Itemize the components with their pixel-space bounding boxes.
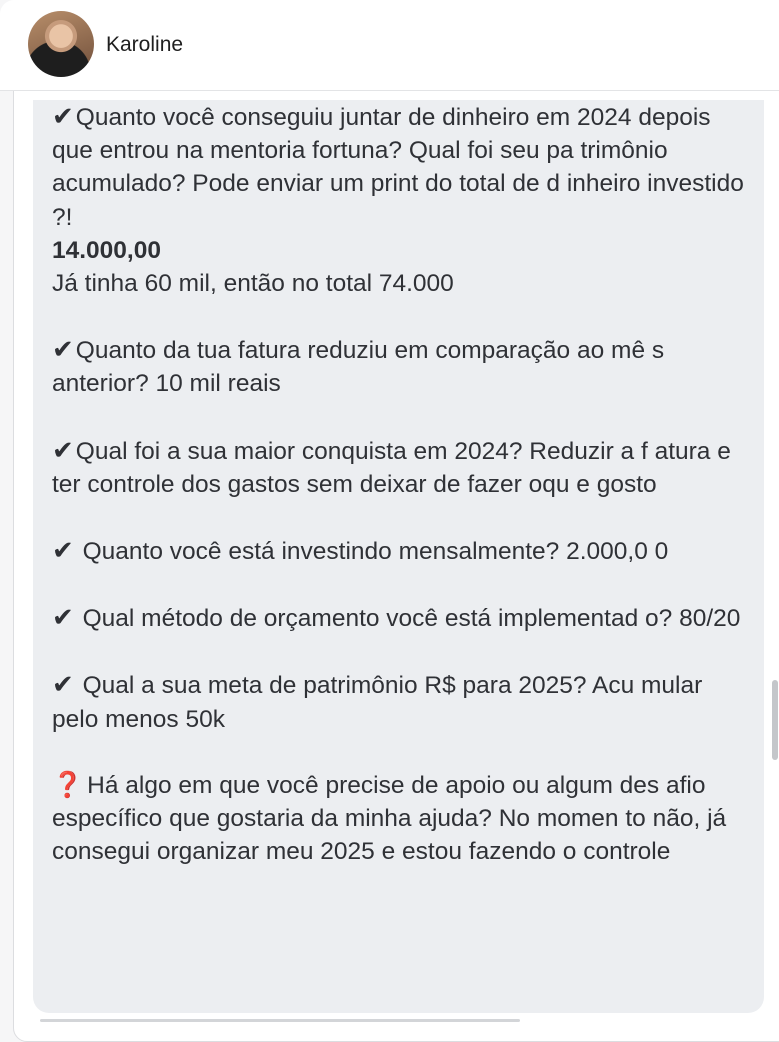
chat-header bbox=[0, 0, 779, 91]
question-2-text: Quanto da tua fatura reduziu em comparação ao mê s anterior? 10 mil reais bbox=[52, 337, 665, 398]
contact-name[interactable]: Karoline bbox=[106, 33, 184, 56]
question-4 bbox=[52, 534, 752, 568]
check-icon: ✔ bbox=[52, 434, 74, 465]
question-1 bbox=[52, 100, 752, 234]
check-icon: ✔ bbox=[52, 334, 74, 365]
question-7 bbox=[52, 769, 752, 869]
question-1-text: Quanto você conseguiu juntar de dinheiro em 2024 depois que entrou na mentoria fortuna? Qual foi seu pa trimônio acumulado? Pode enviar um print do total de d inheiro investido ?! bbox=[52, 104, 744, 231]
question-3-text: Qual foi a sua maior conquista em 2024? Reduzir a f atura e ter controle dos gastos sem deixar de fazer oqu e gosto bbox=[52, 437, 731, 498]
question-mark-icon: ❓ bbox=[52, 770, 84, 799]
message-text bbox=[52, 100, 752, 868]
question-4-text: Quanto você está investindo mensalmente? 2.000,0 0 bbox=[75, 538, 669, 566]
question-6 bbox=[52, 668, 752, 735]
question-5 bbox=[52, 601, 752, 635]
check-icon: ✔ bbox=[52, 602, 74, 633]
question-6-text: Qual a sua meta de patrimônio R$ para 2025? Acu mular pelo menos 50k bbox=[52, 672, 703, 733]
scrollbar[interactable] bbox=[772, 680, 778, 760]
answer-1-text: Já tinha 60 mil, então no total 74.000 bbox=[52, 270, 454, 298]
answer-1-amount: 14.000,00 bbox=[52, 236, 161, 264]
check-icon: ✔ bbox=[52, 101, 74, 131]
avatar[interactable] bbox=[28, 11, 94, 77]
check-icon: ✔ bbox=[52, 669, 74, 700]
question-2 bbox=[52, 333, 752, 400]
question-5-text: Qual método de orçamento você está implementad o? 80/20 bbox=[75, 605, 741, 633]
question-7-text: Há algo em que você precise de apoio ou algum des afio específico que gostaria da minha ajuda? No momen to não, já consegui organizar meu 2025 e estou fazendo o controle bbox=[52, 771, 727, 866]
bottom-bar bbox=[40, 1019, 520, 1022]
check-icon: ✔ bbox=[52, 535, 74, 566]
question-3 bbox=[52, 434, 752, 501]
